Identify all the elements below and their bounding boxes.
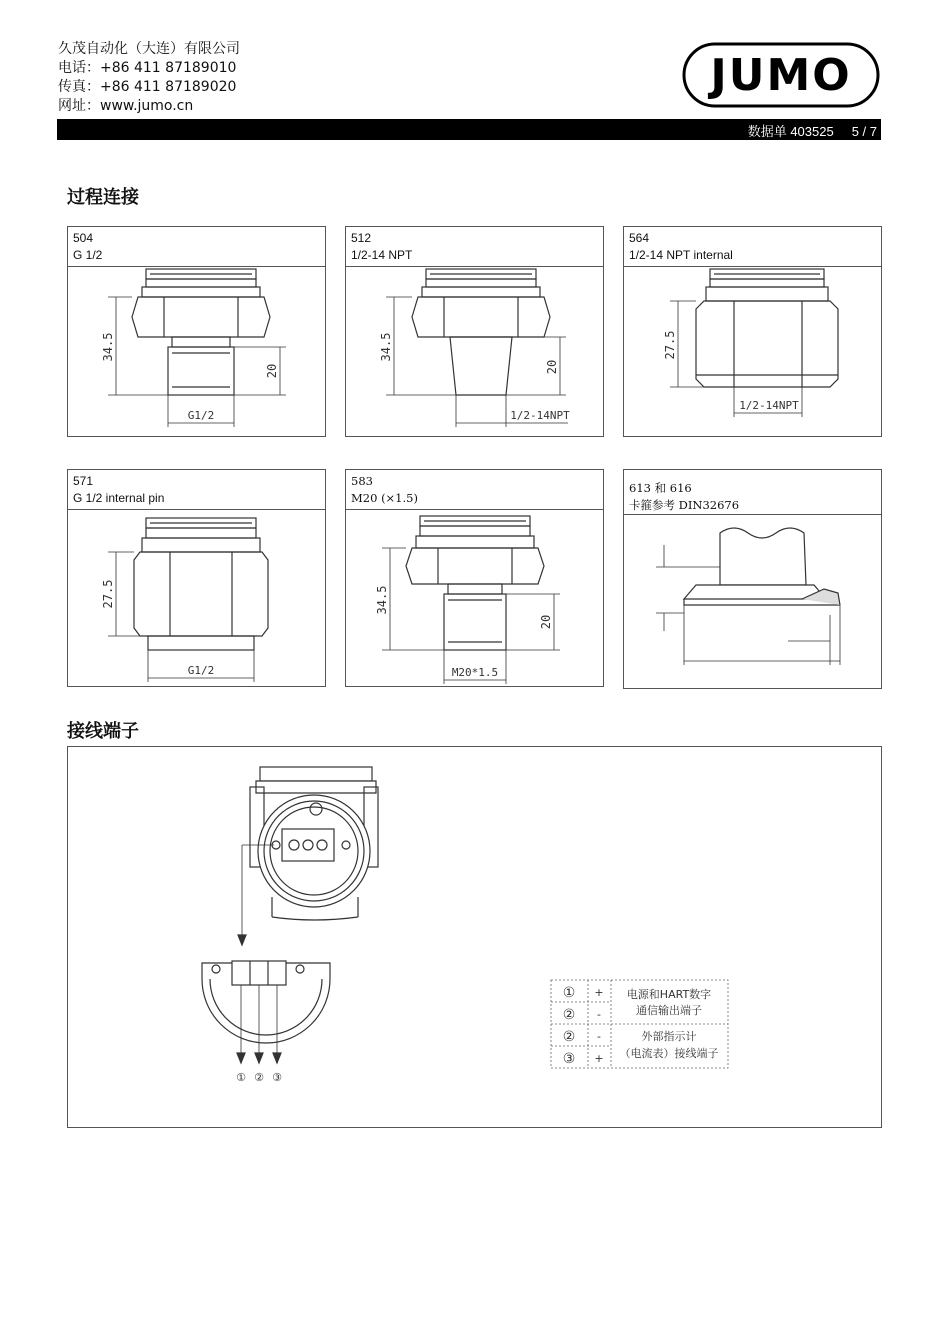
card-header [68, 470, 325, 510]
svg-text:27.5: 27.5 [663, 330, 677, 360]
process-connection-title: 过程连接 [67, 187, 139, 208]
connection-name: G 1/2 [73, 248, 103, 262]
connection-card-504 [67, 226, 326, 437]
connection-name: G 1/2 internal pin [73, 491, 165, 505]
wiring-title: 接线端子 [67, 721, 139, 742]
terminal-1-label: ① [236, 1071, 246, 1084]
drawing-583 [346, 510, 604, 687]
terminal-3-label: ③ [272, 1071, 282, 1084]
drawing-613-616 [624, 515, 882, 689]
svg-text:外部指示计: 外部指示计 [641, 1030, 697, 1043]
wiring-diagram-box [67, 746, 882, 1128]
svg-text:①: ① [562, 985, 576, 1001]
connection-code: 571 [73, 474, 94, 488]
svg-text:电源和HART数字: 电源和HART数字 [626, 988, 712, 1001]
connection-card-512 [345, 226, 604, 437]
connection-name: M20 (×1.5) [351, 491, 418, 505]
connection-card-564 [623, 226, 882, 437]
svg-text:G1/2: G1/2 [187, 664, 215, 677]
datasheet-number: 数据单 403525 [747, 124, 834, 139]
connection-card-583 [345, 469, 604, 687]
drawing-564 [624, 267, 882, 437]
connection-name: 1/2-14 NPT [351, 248, 413, 262]
svg-text:③: ③ [562, 1051, 576, 1067]
connection-code: 583 [351, 474, 373, 488]
jumo-logo [682, 42, 880, 108]
svg-text:M20*1.5: M20*1.5 [451, 666, 499, 679]
drawing-571 [68, 510, 326, 687]
company-name: 久茂自动化（大连）有限公司 [58, 41, 240, 57]
svg-text:1/2-14NPT: 1/2-14NPT [739, 399, 799, 412]
fax: 传真：+86 411 87189020 [58, 79, 237, 95]
connection-code: 564 [629, 231, 650, 245]
connection-card-613-616 [623, 469, 882, 689]
company-info [58, 40, 240, 116]
wiring-diagram [68, 747, 881, 1127]
connection-name: 卡箍参考 DIN32676 [629, 498, 740, 512]
card-header [346, 470, 603, 510]
svg-text:34.5: 34.5 [379, 332, 393, 362]
svg-text:G1/2: G1/2 [187, 409, 215, 422]
card-header [68, 227, 325, 267]
card-header [624, 470, 881, 515]
drawing-512 [346, 267, 604, 437]
card-header [624, 227, 881, 267]
svg-text:（电流表）接线端子: （电流表）接线端子 [619, 1047, 719, 1060]
svg-text:JUMO: JUMO [710, 50, 852, 101]
svg-text:34.5: 34.5 [375, 585, 389, 615]
svg-text:+: + [594, 1052, 604, 1065]
svg-text:1/2-14NPT: 1/2-14NPT [510, 409, 570, 422]
svg-text:通信输出端子: 通信输出端子 [636, 1004, 702, 1017]
svg-text:②: ② [562, 1029, 576, 1045]
svg-text:②: ② [562, 1007, 576, 1023]
svg-text:-: - [597, 1030, 601, 1043]
website: 网址：www.jumo.cn [58, 98, 194, 114]
svg-text:27.5: 27.5 [101, 579, 115, 609]
connection-code: 613 和 616 [629, 481, 692, 495]
connection-code: 512 [351, 231, 372, 245]
page-number: 5 / 7 [851, 124, 877, 139]
svg-text:20: 20 [265, 363, 279, 379]
phone: 电话：+86 411 87189010 [58, 60, 237, 76]
connection-name: 1/2-14 NPT internal [629, 248, 733, 262]
svg-text:20: 20 [539, 614, 553, 630]
header-bar [57, 119, 881, 140]
connection-code: 504 [73, 231, 94, 245]
svg-text:+: + [594, 986, 604, 999]
card-header [346, 227, 603, 267]
connection-card-571 [67, 469, 326, 687]
drawing-504 [68, 267, 326, 437]
terminal-2-label: ② [254, 1071, 264, 1084]
svg-text:34.5: 34.5 [101, 332, 115, 362]
svg-text:-: - [597, 1008, 601, 1021]
svg-text:20: 20 [545, 359, 559, 375]
